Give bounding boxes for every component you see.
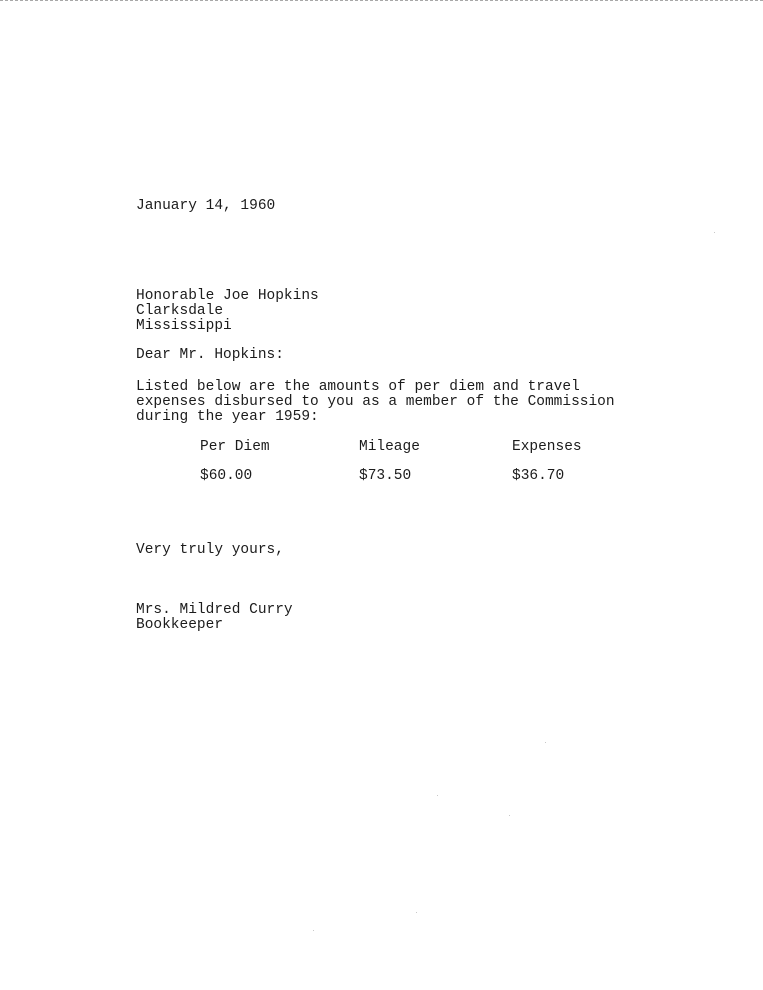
paper-speck xyxy=(416,912,417,913)
table-value-mileage: $73.50 xyxy=(359,468,412,484)
recipient-city: Clarksdale xyxy=(136,303,224,319)
paper-speck xyxy=(545,742,546,743)
paper-speck xyxy=(509,815,510,816)
paper-speck xyxy=(437,795,438,796)
salutation: Dear Mr. Hopkins: xyxy=(136,347,284,363)
table-value-per-diem: $60.00 xyxy=(200,468,253,484)
page-top-border xyxy=(0,0,763,1)
recipient-name: Honorable Joe Hopkins xyxy=(136,288,319,304)
recipient-state: Mississippi xyxy=(136,318,232,334)
table-header-expenses: Expenses xyxy=(512,439,582,455)
table-header-mileage: Mileage xyxy=(359,439,420,455)
body-line-2: expenses disbursed to you as a member of the Commission xyxy=(136,394,615,410)
signer-title: Bookkeeper xyxy=(136,617,224,633)
paper-speck xyxy=(313,930,314,931)
paper-speck xyxy=(714,232,715,233)
signer-name: Mrs. Mildred Curry xyxy=(136,602,293,618)
closing: Very truly yours, xyxy=(136,542,284,558)
table-header-per-diem: Per Diem xyxy=(200,439,270,455)
letter-date: January 14, 1960 xyxy=(136,198,276,214)
body-line-3: during the year 1959: xyxy=(136,409,319,425)
table-value-expenses: $36.70 xyxy=(512,468,565,484)
body-line-1: Listed below are the amounts of per diem and travel xyxy=(136,379,580,395)
